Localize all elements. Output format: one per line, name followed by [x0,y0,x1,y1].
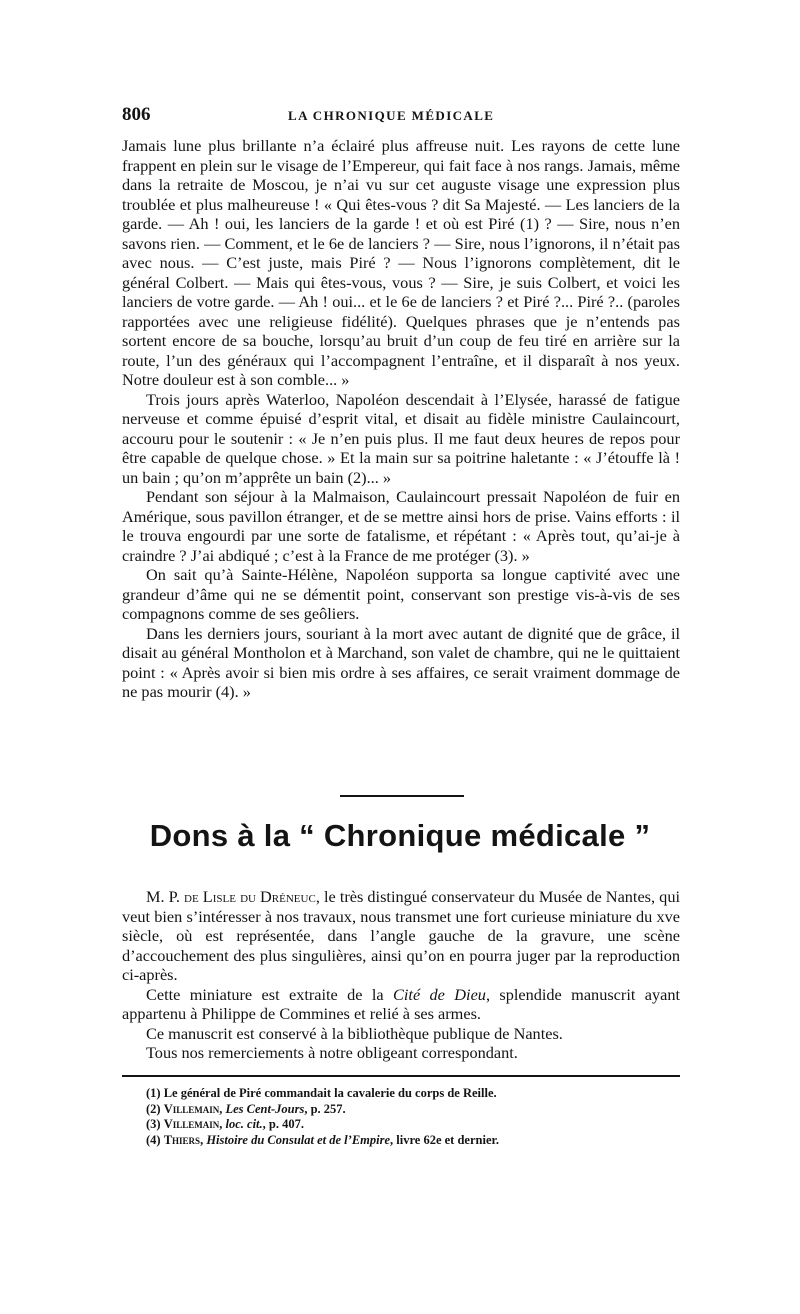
footnote-page: , p. 407. [262,1117,304,1131]
running-title: LA CHRONIQUE MÉDICALE [288,108,495,123]
paragraph-thanks: Tous nos remerciements à notre obligeant correspondant. [146,1043,518,1062]
footnotes [146,1086,680,1148]
page-number: 806 [122,104,151,125]
footnote-separator: , [200,1132,207,1147]
donation-text [122,887,680,1063]
footnote-author: Thiers [163,1132,201,1147]
footnote-title: loc. cit. [225,1117,263,1131]
donor-text: , le très distingué conservateur du Musée de Nantes, qui veut bien s’intéresser à nos travaux, nous transmet une fort curieuse miniature du xve siècle, où est représentée, dans l’angle gauche de la gravure, une scène d’accouchement des plus singulières, ainsi qu’on en pourra juger par la reproduction ci-après. [122,887,680,984]
footnote-number: (4) [146,1132,164,1147]
footnote-page: , livre 62e et dernier. [390,1132,500,1147]
footnote-separator: , [219,1117,226,1131]
footnote-title: Histoire du Consulat et de l’Empire [206,1132,391,1147]
footnote-title: Les Cent-Jours [225,1101,305,1116]
paragraph-last-days: Dans les derniers jours, souriant à la mort avec autant de dignité que de grâce, il disait au général Montholon et à Marchand, son valet de chambre, qui ne le quittaient point : « Après avoir si bien mis ordre à ses affaires, ce serait vraiment dommage de ne pas mourir (4). » [122,623,680,701]
paragraph-malmaison: Pendant son séjour à la Malmaison, Caulaincourt pressait Napoléon de fuir en Amérique, sous pavillon étranger, et de se mettre ainsi hors de prise. Vains efforts : il le trouva engourdi par une sorte de fatalisme, et répétant : « Après tout, qu’ai-je à craindre ? J’ai abdiqué ; c’est à la France de me protéger (3). » [122,487,680,565]
paragraph-elysee: Trois jours après Waterloo, Napoléon descendait à l’Elysée, harassé de fatigue nerveuse et comme épuisé d’esprit vital, et disait au fidèle ministre Caulaincourt, accouru pour le soutenir : « Je n’en puis plus. Il me faut deux heures de repos pour être capable de quelque chose. » Et la main sur sa poitrine haletante : « J’étouffe là ! un bain ; qu’on m’apprête un bain (2)... » [122,389,680,487]
footnote-page: , p. 257. [304,1101,346,1116]
footnote-separator: , [219,1101,226,1116]
paragraph-waterloo-night: Jamais lune plus brillante n’a éclairé plus affreuse nuit. Les rayons de cette lune frappent en plein sur le visage de l’Empereur, qui fait face à nos rangs. Jamais, même dans la retraite de Moscou, je n’ai vu sur cet auguste visage une expression plus troublée et plus malheureuse ! « Qui êtes-vous ? dit Sa Majesté. — Les lanciers de la garde. — Ah ! oui, les lanciers de la garde ! et où est Piré (1) ? — Sire, nous n’en savons rien. — Comment, et le 6e de lanciers ? — Sire, nous l’ignorons, il n’était pas avec nous. — C’est juste, mais Piré ? — Nous l’ignorons complètement, dit le général Colbert. — Mais qui êtes-vous, vous ? — Sire, je suis Colbert, et voici les lanciers de votre garde. — Ah ! oui... et le 6e de lanciers ? et Piré ?... Piré ?.. (paroles rapportées avec une religieuse fidélité). Quelques phrases que je n’entends pas sortent encore de sa bouche, lorsqu’au bruit d’un coup de feu tiré en arrière sur la route, l’un des généraux qui l’accompagnent l’entraîne, et il disparaît à nos yeux. Notre douleur est à son comble... » [122,136,680,389]
footnote-number: (2) [146,1101,164,1116]
paragraph-sainte-helene: On sait qu’à Sainte-Hélène, Napoléon supporta sa longue captivité avec une grandeur d’âme qui ne se démentit point, conservant son prestige vis-à-vis de ses compagnons comme de ses geôliers. [122,565,680,623]
running-head [122,104,680,128]
footnote-1: (1) Le général de Piré commandait la cavalerie du corps de Reille. [146,1086,497,1100]
footnote-rule [122,1075,680,1077]
paragraph-manuscript: Ce manuscrit est conservé à la bibliothèque publique de Nantes. [146,1023,563,1043]
footnote-3 [146,1117,680,1133]
footnote-author: Villemain [163,1101,220,1116]
footnote-author: Villemain [163,1117,220,1131]
footnote-4 [146,1133,680,1149]
manuscript-title: Cité de Dieu [393,984,486,1004]
body-text [122,136,680,702]
donor-name: M. P. de Lisle du Dréneuc [146,887,316,906]
section-title: Dons à la “ Chronique médicale ” [149,818,651,853]
miniature-text-end: , splendide manuscrit ayant appartenu à Philippe de Commines et relié à ses armes. [122,984,680,1023]
section-divider [340,795,464,797]
miniature-text-start: Cette miniature est extraite de la [146,984,394,1004]
footnote-2 [146,1102,680,1118]
paragraph-donor [122,887,680,985]
paragraph-miniature [122,985,680,1024]
footnote-number: (3) [146,1117,164,1131]
